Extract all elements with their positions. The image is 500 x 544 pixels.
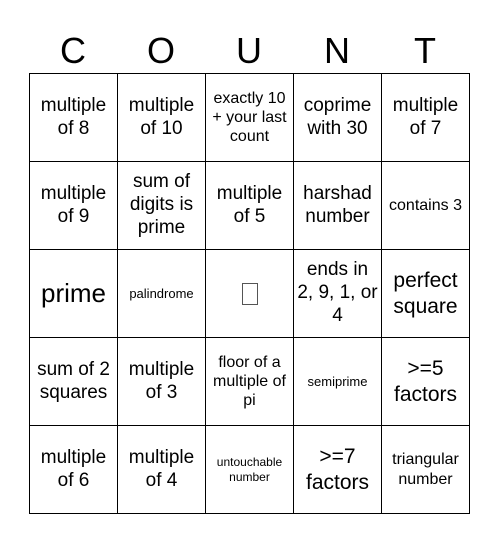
bingo-board (29, 73, 470, 514)
cell-label: multiple of 10 (128, 94, 195, 139)
cell-label: multiple of 5 (216, 182, 283, 227)
header-letter-o: O (146, 30, 175, 71)
bingo-cell-r4c3[interactable] (206, 338, 294, 426)
bingo-cell-r1c2[interactable] (118, 74, 206, 162)
bingo-cell-r2c2[interactable] (118, 162, 206, 250)
cell-label: palindrome (129, 285, 194, 301)
bingo-cell-r4c1[interactable] (30, 338, 118, 426)
bingo-cell-r5c4[interactable] (294, 426, 382, 514)
header-letter-c: C (60, 30, 86, 71)
cell-label: semiprime (307, 373, 368, 389)
free-space-marker (242, 283, 258, 305)
bingo-cell-r1c4[interactable] (294, 74, 382, 162)
bingo-cell-r3c5[interactable] (382, 250, 470, 338)
cell-label: multiple of 6 (40, 446, 107, 491)
header-letter-u: U (236, 30, 262, 71)
bingo-cell-r3c4[interactable] (294, 250, 382, 338)
cell-label: exactly 10 + your last count (212, 89, 287, 146)
cell-label: contains 3 (389, 196, 462, 214)
cell-label: >=7 factors (305, 445, 370, 494)
cell-label: multiple of 7 (392, 94, 459, 139)
bingo-cell-r4c5[interactable] (382, 338, 470, 426)
header-letter-t: T (414, 30, 436, 71)
bingo-cell-r2c3[interactable] (206, 162, 294, 250)
cell-label: coprime with 30 (303, 94, 372, 139)
cell-label: ends in 2, 9, 1, or 4 (297, 259, 378, 326)
cell-label: >=5 factors (393, 357, 458, 406)
header-letter-n: N (324, 30, 350, 71)
cell-label: sum of 2 squares (37, 358, 110, 403)
bingo-cell-r1c5[interactable] (382, 74, 470, 162)
bingo-cell-r4c2[interactable] (118, 338, 206, 426)
cell-label: prime (40, 277, 106, 308)
cell-label: untouchable number (216, 455, 283, 484)
bingo-cell-r2c5[interactable] (382, 162, 470, 250)
bingo-cell-r1c3[interactable] (206, 74, 294, 162)
bingo-cell-r5c3[interactable] (206, 426, 294, 514)
bingo-cell-free[interactable] (206, 250, 294, 338)
cell-label: floor of a multiple of pi (213, 353, 286, 410)
cell-label: perfect square (393, 269, 458, 318)
bingo-cell-r5c2[interactable] (118, 426, 206, 514)
cell-label: harshad number (303, 182, 372, 227)
cell-label: multiple of 8 (40, 94, 107, 139)
bingo-cell-r4c4[interactable] (294, 338, 382, 426)
bingo-cell-r3c1[interactable] (30, 250, 118, 338)
bingo-cell-r2c4[interactable] (294, 162, 382, 250)
cell-label: multiple of 4 (128, 446, 195, 491)
bingo-cell-r3c2[interactable] (118, 250, 206, 338)
bingo-cell-r5c5[interactable] (382, 426, 470, 514)
cell-label: multiple of 3 (128, 358, 195, 403)
cell-label: sum of digits is prime (129, 171, 194, 238)
cell-label: multiple of 9 (40, 182, 107, 227)
bingo-header (29, 28, 469, 74)
bingo-cell-r1c1[interactable] (30, 74, 118, 162)
bingo-cell-r5c1[interactable] (30, 426, 118, 514)
bingo-cell-r2c1[interactable] (30, 162, 118, 250)
cell-label: triangular number (392, 451, 459, 488)
